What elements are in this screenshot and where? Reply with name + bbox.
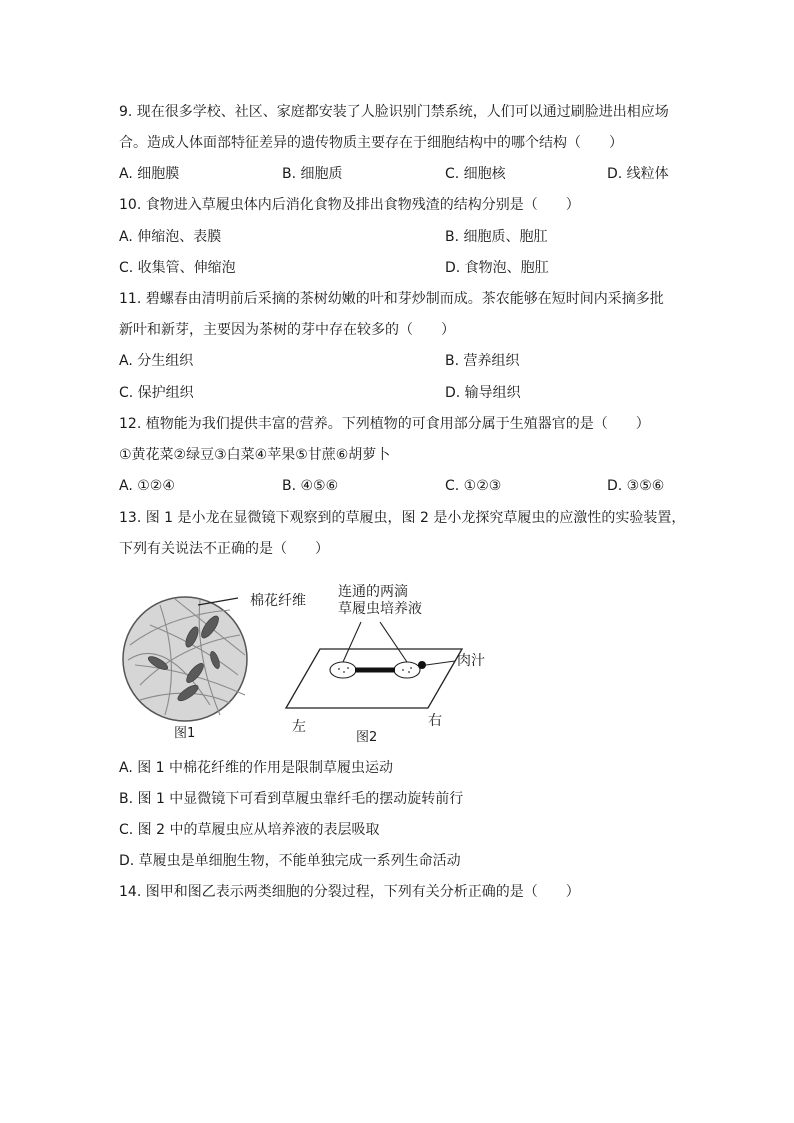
fig2-left-label: 左	[292, 719, 306, 735]
q10-option-c: C. 收集管、伸缩泡	[119, 260, 236, 276]
q11-option-c: C. 保护组织	[119, 385, 194, 401]
q11-stem-line1: 11. 碧螺春由清明前后采摘的茶树幼嫩的叶和芽炒制而成。茶农能够在短时间内采摘多批	[119, 291, 664, 307]
q11-stem-line2: 新叶和新芽，主要因为茶树的芽中存在较多的（ ）	[119, 322, 455, 338]
q13-stem-line1: 13. 图 1 是小龙在显微镜下观察到的草履虫，图 2 是小龙探究草履虫的应激性的实验装置，	[119, 510, 686, 526]
q12-option-b: B. ④⑤⑥	[282, 478, 339, 494]
q9-option-c: C. 细胞核	[445, 166, 506, 182]
q13-figure	[110, 575, 510, 750]
q9-option-a: A. 细胞膜	[119, 166, 180, 182]
q12-stem-line1: 12. 植物能为我们提供丰富的营养。下列植物的可食用部分属于生殖器官的是（ ）	[119, 416, 650, 432]
fig1-microscope-view	[123, 597, 247, 721]
q14-stem-line1: 14. 图甲和图乙表示两类细胞的分裂过程，下列有关分析正确的是（ ）	[119, 884, 580, 900]
q12-option-c: C. ①②③	[445, 478, 502, 494]
q13-option-a: A. 图 1 中棉花纤维的作用是限制草履虫运动	[119, 760, 394, 776]
fig2-drops-label-line1: 连通的两滴	[338, 584, 408, 600]
fig2-slide	[286, 622, 462, 708]
fig2-meat-juice-label: 肉汁	[457, 653, 485, 669]
q9-option-d: D. 线粒体	[607, 166, 669, 182]
fig2-drops-label-line2: 草履虫培养液	[338, 601, 422, 617]
q11-option-d: D. 输导组织	[445, 385, 521, 401]
q10-option-a: A. 伸缩泡、表膜	[119, 229, 222, 245]
q10-option-d: D. 食物泡、胞肛	[445, 260, 549, 276]
q10-stem-line1: 10. 食物进入草履虫体内后消化食物及排出食物残渣的结构分别是（ ）	[119, 197, 580, 213]
q12-option-a: A. ①②④	[119, 478, 175, 494]
q13-option-b: B. 图 1 中显微镜下可看到草履虫靠纤毛的摆动旋转前行	[119, 791, 464, 807]
fig2-right-label: 右	[428, 713, 442, 729]
q9-option-b: B. 细胞质	[282, 166, 343, 182]
fig1-caption: 图1	[174, 726, 196, 741]
q12-option-d: D. ③⑤⑥	[607, 478, 665, 494]
q13-option-c: C. 图 2 中的草履虫应从培养液的表层吸取	[119, 822, 380, 838]
q12-stem-line2: ①黄花菜②绿豆③白菜④苹果⑤甘蔗⑥胡萝卜	[119, 447, 391, 463]
q9-stem-line2: 合。造成人体面部特征差异的遗传物质主要存在于细胞结构中的哪个结构（ ）	[119, 135, 623, 151]
q13-stem-line2: 下列有关说法不正确的是（ ）	[119, 541, 329, 557]
q11-option-b: B. 营养组织	[445, 353, 520, 369]
fig1-cotton-fiber-label: 棉花纤维	[250, 593, 306, 609]
fig2-caption: 图2	[356, 730, 378, 745]
q13-option-d: D. 草履虫是单细胞生物，不能单独完成一系列生命活动	[119, 853, 461, 869]
q10-option-b: B. 细胞质、胞肛	[445, 229, 548, 245]
q9-stem-line1: 9. 现在很多学校、社区、家庭都安装了人脸识别门禁系统，人们可以通过刷脸进出相应场	[119, 104, 669, 120]
q11-option-a: A. 分生组织	[119, 353, 194, 369]
